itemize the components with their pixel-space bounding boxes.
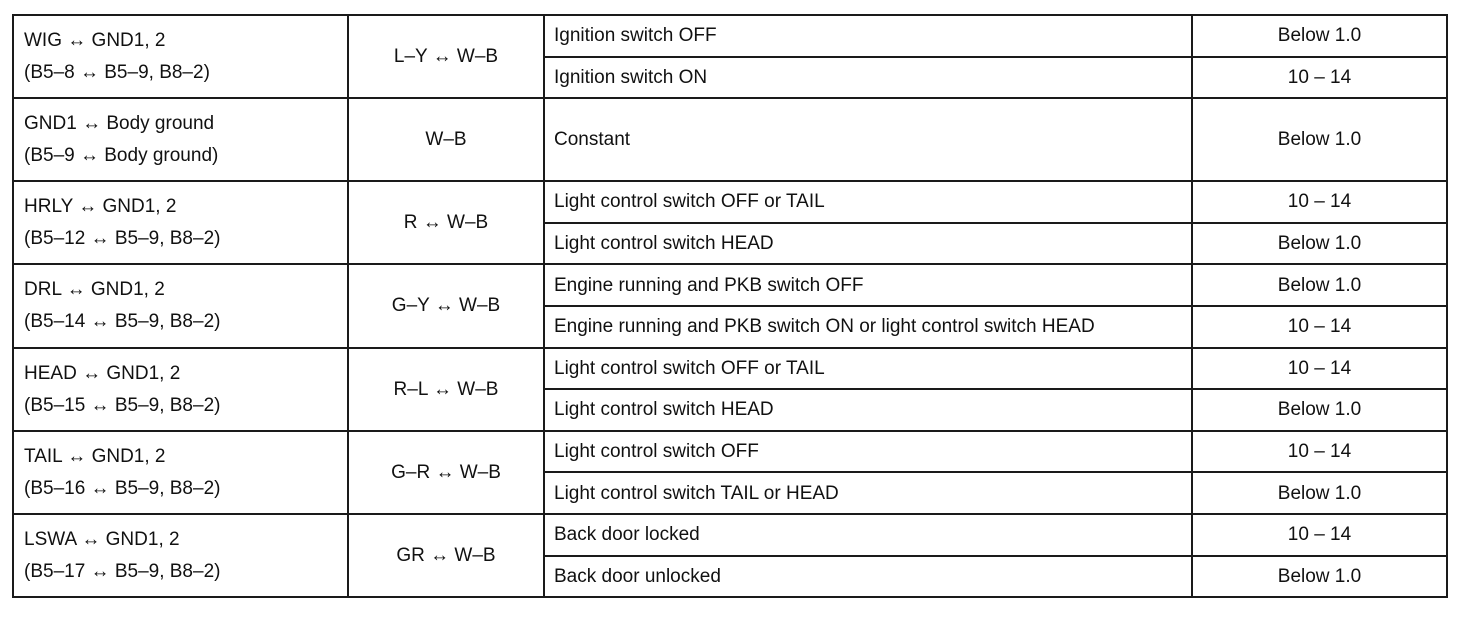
terminal-voltage-table [12, 14, 1448, 598]
condition: Back door locked [544, 514, 1192, 556]
terminal-cell [13, 15, 348, 98]
terminal-pins: (B5–14 ↔ B5–9, B8–2) [24, 311, 221, 333]
table-body [13, 15, 1447, 597]
wire-color: G–Y ↔ W–B [348, 264, 544, 347]
table-row [13, 348, 1447, 390]
table-row [13, 98, 1447, 181]
specified-value: 10 – 14 [1192, 181, 1447, 223]
specified-value: 10 – 14 [1192, 348, 1447, 390]
condition: Light control switch OFF or TAIL [544, 181, 1192, 223]
wire-color: R ↔ W–B [348, 181, 544, 264]
specified-value: 10 – 14 [1192, 306, 1447, 348]
wire-color: G–R ↔ W–B [348, 431, 544, 514]
specified-value: Below 1.0 [1192, 264, 1447, 306]
terminal-name: DRL ↔ GND1, 2 [24, 279, 165, 301]
condition: Constant [544, 98, 1192, 181]
terminal-cell [13, 98, 348, 181]
terminal-pins: (B5–9 ↔ Body ground) [24, 145, 219, 167]
specified-value: 10 – 14 [1192, 57, 1447, 99]
condition: Light control switch OFF or TAIL [544, 348, 1192, 390]
specified-value: 10 – 14 [1192, 431, 1447, 473]
specified-value: Below 1.0 [1192, 389, 1447, 431]
specified-value: Below 1.0 [1192, 98, 1447, 181]
terminal-cell [13, 181, 348, 264]
terminal-pins: (B5–16 ↔ B5–9, B8–2) [24, 477, 221, 499]
specified-value: Below 1.0 [1192, 472, 1447, 514]
terminal-pins: (B5–8 ↔ B5–9, B8–2) [24, 62, 210, 84]
terminal-name: TAIL ↔ GND1, 2 [24, 445, 166, 467]
wire-color: R–L ↔ W–B [348, 348, 544, 431]
terminal-cell [13, 514, 348, 597]
terminal-name: GND1 ↔ Body ground [24, 113, 215, 135]
condition: Engine running and PKB switch OFF [544, 264, 1192, 306]
terminal-cell [13, 431, 348, 514]
table-row [13, 264, 1447, 306]
condition: Back door unlocked [544, 556, 1192, 598]
condition: Light control switch TAIL or HEAD [544, 472, 1192, 514]
terminal-pins: (B5–12 ↔ B5–9, B8–2) [24, 228, 221, 250]
condition: Light control switch HEAD [544, 223, 1192, 265]
specified-value: Below 1.0 [1192, 223, 1447, 265]
specified-value: Below 1.0 [1192, 556, 1447, 598]
condition: Ignition switch ON [544, 57, 1192, 99]
terminal-pins: (B5–15 ↔ B5–9, B8–2) [24, 394, 221, 416]
table-row [13, 181, 1447, 223]
wire-color: GR ↔ W–B [348, 514, 544, 597]
specified-value: Below 1.0 [1192, 15, 1447, 57]
wire-color: W–B [348, 98, 544, 181]
terminal-name: HEAD ↔ GND1, 2 [24, 362, 181, 384]
terminal-name: LSWA ↔ GND1, 2 [24, 529, 180, 551]
table-row [13, 514, 1447, 556]
terminal-name: HRLY ↔ GND1, 2 [24, 196, 177, 218]
table-row [13, 15, 1447, 57]
condition: Engine running and PKB switch ON or light control switch HEAD [544, 306, 1192, 348]
terminal-cell [13, 348, 348, 431]
condition: Ignition switch OFF [544, 15, 1192, 57]
specified-value: 10 – 14 [1192, 514, 1447, 556]
wire-color: L–Y ↔ W–B [348, 15, 544, 98]
table-row [13, 431, 1447, 473]
terminal-name: WIG ↔ GND1, 2 [24, 30, 166, 52]
terminal-pins: (B5–17 ↔ B5–9, B8–2) [24, 561, 221, 583]
condition: Light control switch OFF [544, 431, 1192, 473]
condition: Light control switch HEAD [544, 389, 1192, 431]
terminal-cell [13, 264, 348, 347]
